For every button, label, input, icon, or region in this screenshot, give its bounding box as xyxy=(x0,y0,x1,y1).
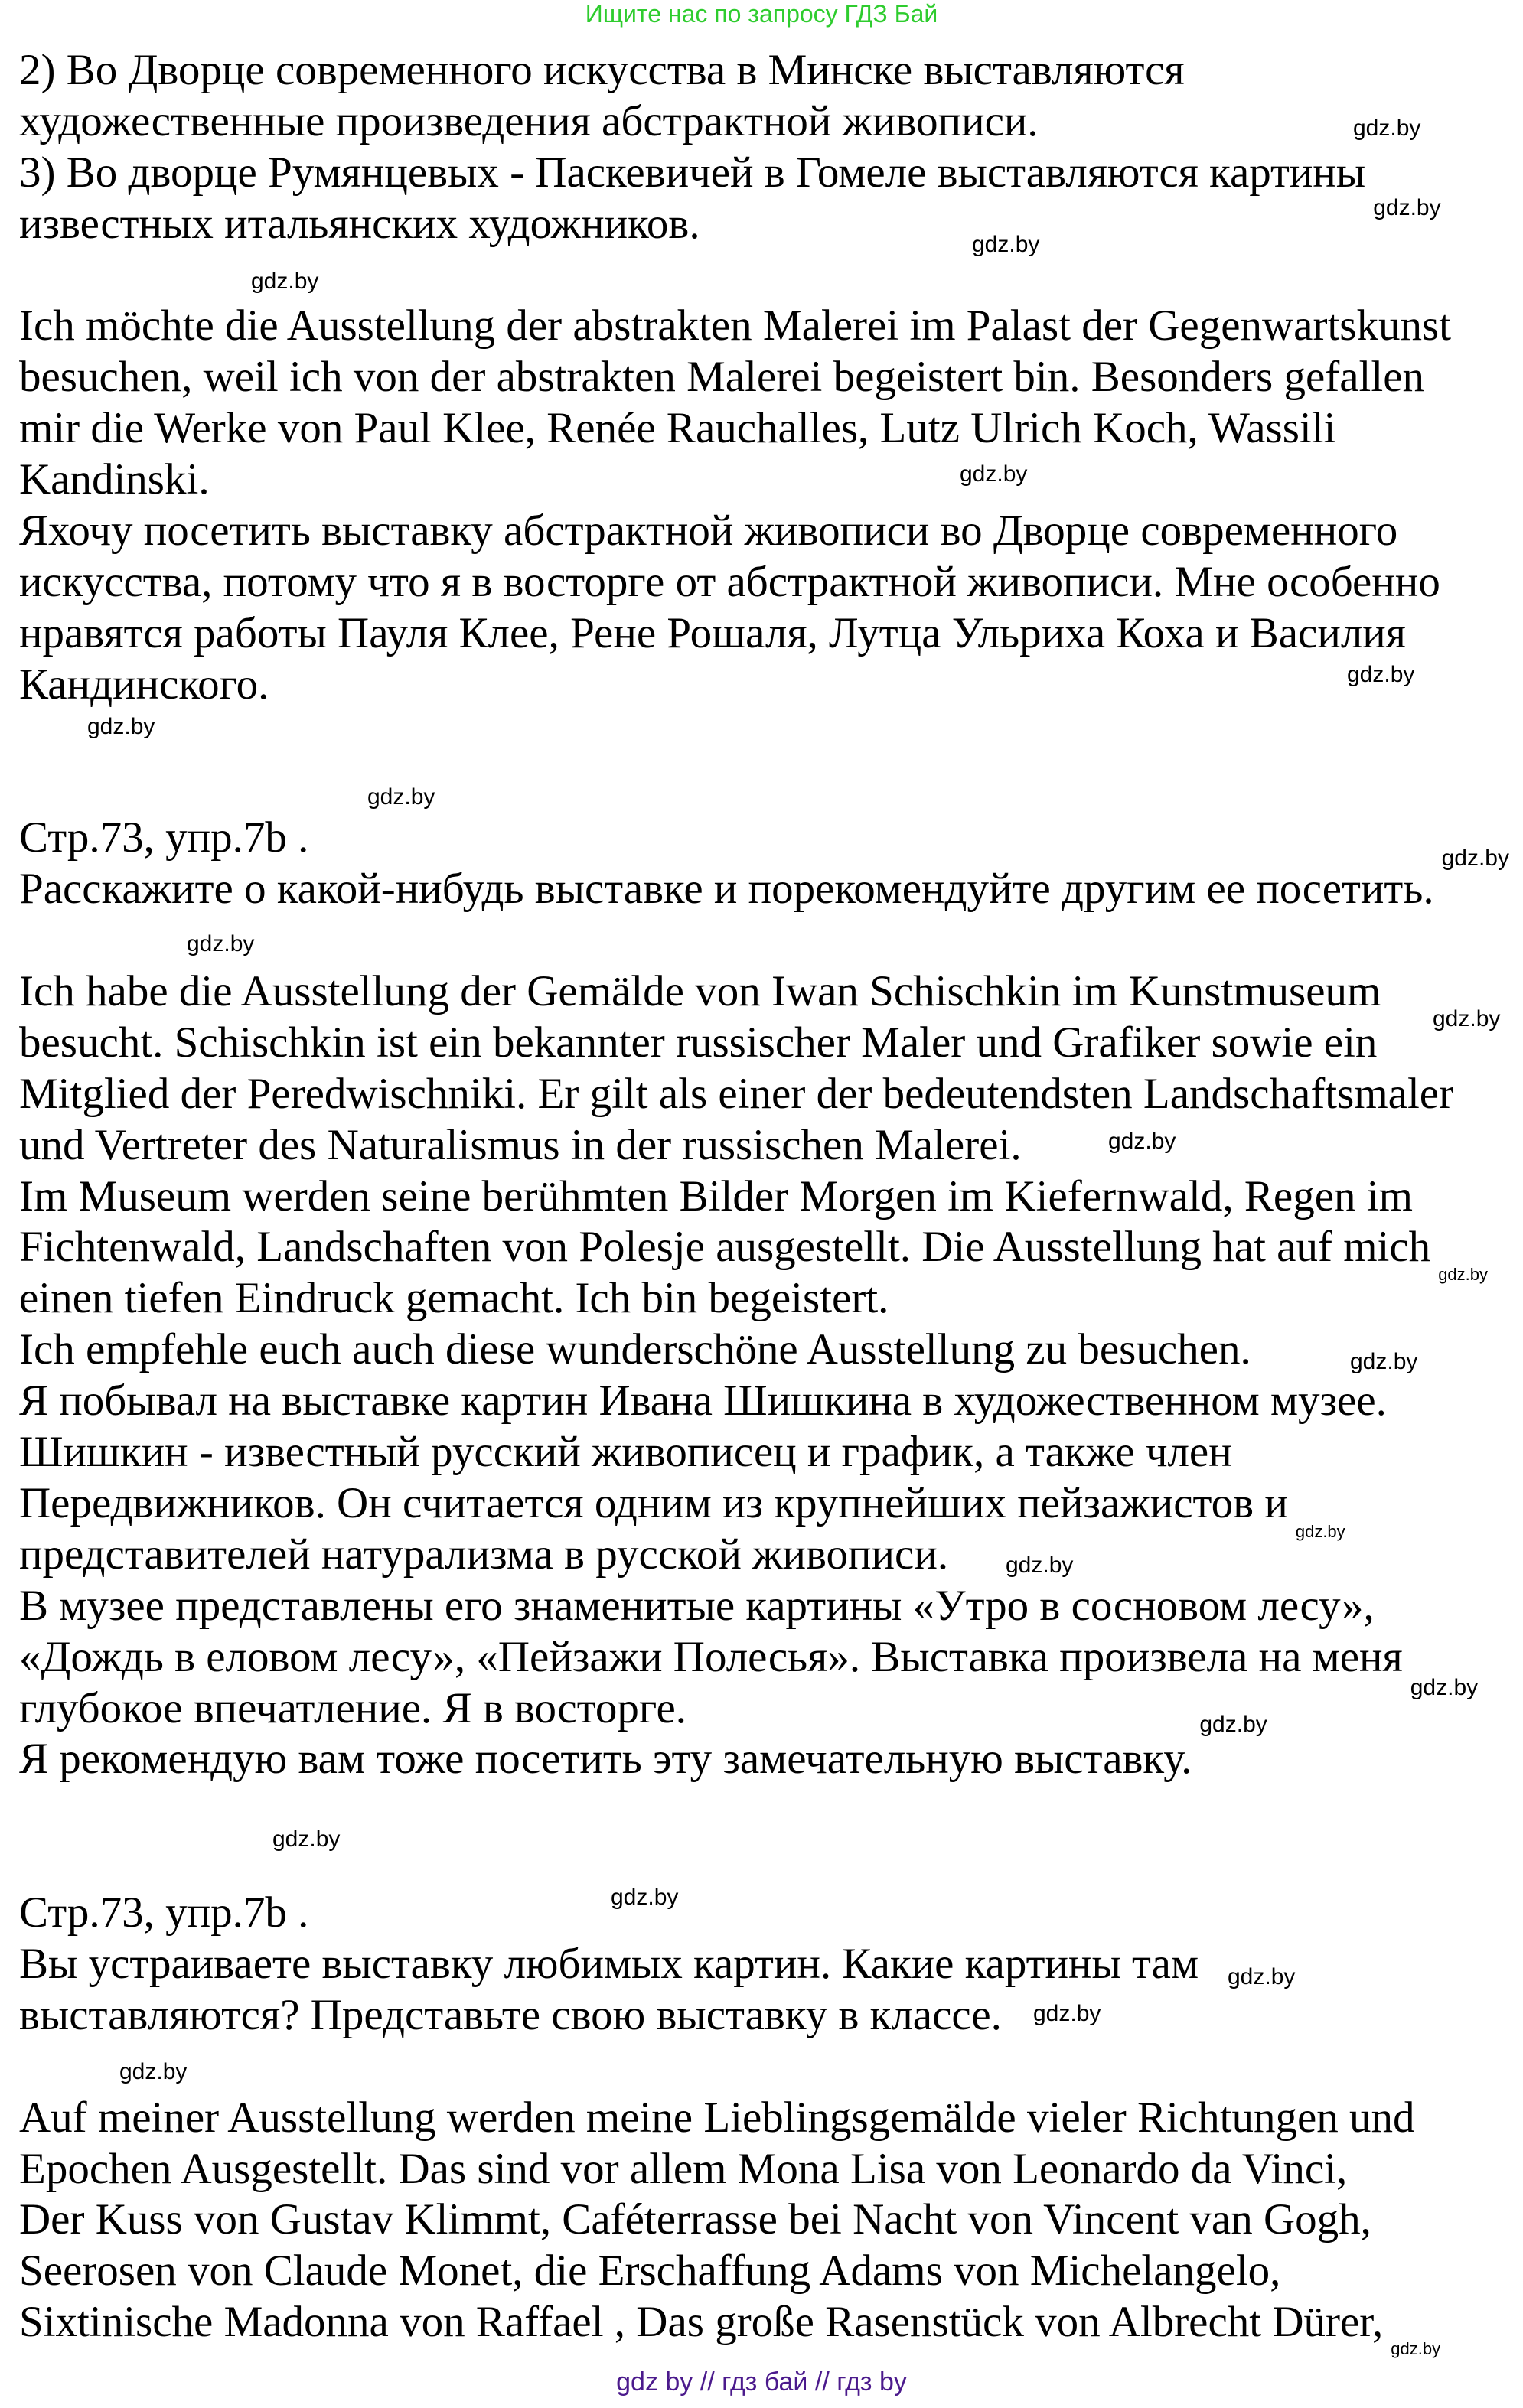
text-line-content: Вы устраиваете выставку любимых картин. Какие картины там xyxy=(19,1939,1199,1988)
text-line-content: Mitglied der Peredwischniki. Er gilt als einer der bedeutendsten Landschaftsmaler xyxy=(19,1069,1454,1118)
watermark: gdz.by xyxy=(251,269,319,294)
footer-watermark: gdz by // гдз бай // гдз by xyxy=(616,2367,907,2397)
text-line-content: глубокое впечатление. Я в восторге. xyxy=(19,1683,687,1732)
watermark: gdz.by xyxy=(272,1826,341,1852)
text-line xyxy=(19,1376,1453,1427)
document-text xyxy=(19,45,1453,2348)
watermark: gdz.by xyxy=(1033,2001,1101,2026)
text-line-content: Передвижников. Он считается одним из крупнейших пейзажистов и xyxy=(19,1478,1288,1527)
watermark: gdz.by xyxy=(611,1885,679,1910)
watermark: gdz.by xyxy=(1228,1964,1296,1989)
watermark: gdz.by xyxy=(1347,662,1415,687)
text-line xyxy=(19,1990,1453,2041)
text-line xyxy=(19,2144,1453,2195)
text-line-content: Шишкин - известный русский живописец и график, а также член xyxy=(19,1428,1232,1477)
text-line-content: Расскажите о какой-нибудь выставке и порекомендуйте другим ее посетить. xyxy=(19,865,1434,914)
text-line-content: Я побывал на выставке картин Ивана Шишкина в художественном музее. xyxy=(19,1377,1387,1426)
text-line-content: Я рекомендую вам тоже посетить эту замечательную выставку. xyxy=(19,1735,1192,1784)
watermark: gdz.by xyxy=(1410,1675,1479,1700)
blank-line xyxy=(19,2041,1453,2093)
watermark: gdz.by xyxy=(960,461,1028,487)
text-line xyxy=(19,301,1453,352)
watermark: gdz.by xyxy=(972,232,1040,257)
text-line xyxy=(19,199,1453,250)
text-line-content: besucht. Schischkin ist ein bekannter russischer Maler und Grafiker sowie ein xyxy=(19,1018,1378,1067)
text-line-content: выставляются? Представьте свою выставку в классе. xyxy=(19,1990,1002,2039)
text-line xyxy=(19,352,1453,403)
watermark: gdz.by xyxy=(1350,1349,1418,1374)
text-line xyxy=(19,966,1453,1018)
text-line-content: Im Museum werden seine berühmten Bilder Morgen im Kiefernwald, Regen im xyxy=(19,1171,1413,1220)
watermark: gdz.by xyxy=(1295,1522,1345,1541)
text-line-content: Стр.73, упр.7b . xyxy=(19,813,309,862)
text-line xyxy=(19,1222,1453,1273)
text-line xyxy=(19,1325,1453,1376)
text-line xyxy=(19,1478,1453,1530)
watermark: gdz.by xyxy=(367,784,435,810)
watermark: gdz.by xyxy=(1108,1129,1176,1154)
text-line-content: Кандинского. xyxy=(19,660,269,709)
text-line xyxy=(19,2297,1453,2348)
text-line xyxy=(19,1120,1453,1171)
watermark: gdz.by xyxy=(1391,2339,1441,2358)
watermark: gdz.by xyxy=(187,931,255,956)
text-line xyxy=(19,1530,1453,1581)
text-line-content: Ich empfehle euch auch diese wunderschöne Ausstellung zu besuchen. xyxy=(19,1325,1251,1374)
text-line-content: Стр.73, упр.7b . xyxy=(19,1888,309,1937)
text-line-content: Sixtinische Madonna von Raffael , Das große Rasenstück von Albrecht Dürer, xyxy=(19,2298,1384,2347)
text-line xyxy=(19,1171,1453,1223)
text-line xyxy=(19,813,1453,864)
text-line-content: В музее представлены его знаменитые картины «Утро в сосновом лесу», xyxy=(19,1581,1375,1630)
blank-line xyxy=(19,1836,1453,1888)
text-line xyxy=(19,1427,1453,1478)
text-line-content: Kandinski. xyxy=(19,455,210,504)
text-line xyxy=(19,403,1453,455)
text-line xyxy=(19,1581,1453,1632)
text-line-content: Fichtenwald, Landschaften von Polesje ausgestellt. Die Ausstellung hat auf mich xyxy=(19,1223,1431,1272)
text-line-content: Auf meiner Ausstellung werden meine Lieblingsgemälde vieler Richtungen und xyxy=(19,2093,1415,2142)
text-line xyxy=(19,1734,1453,1785)
watermark: gdz.by xyxy=(1199,1712,1267,1737)
blank-line xyxy=(19,761,1453,813)
text-line xyxy=(19,1018,1453,1069)
blank-line xyxy=(19,1785,1453,1836)
watermark: gdz.by xyxy=(1433,1006,1501,1031)
watermark: gdz.by xyxy=(1441,846,1509,871)
text-line xyxy=(19,2246,1453,2297)
text-line-content: «Дождь в еловом лесу», «Пейзажи Полесья». Выставка произвела на меня xyxy=(19,1632,1403,1681)
text-line-content: besuchen, weil ich von der abstrakten Malerei begeistert bin. Besonders gefallen xyxy=(19,353,1425,402)
text-line-content: нравятся работы Пауля Клее, Рене Рошаля, Лутца Ульриха Коха и Василия xyxy=(19,608,1407,657)
text-line-content: 3) Во дворце Румянцевых - Паскевичей в Гомеле выставляются картины xyxy=(19,148,1366,197)
text-line-content: известных итальянских художников. xyxy=(19,199,700,248)
text-line xyxy=(19,96,1453,148)
search-banner: Ищите нас по запросу ГДЗ Бай xyxy=(585,0,938,28)
text-line xyxy=(19,660,1453,711)
text-line-content: Der Kuss von Gustav Klimmt, Caféterrasse bei Nacht von Vincent van Gogh, xyxy=(19,2195,1371,2244)
blank-line xyxy=(19,711,1453,762)
text-line-content: Ich möchte die Ausstellung der abstrakten Malerei im Palast der Gegenwartskunst xyxy=(19,301,1451,350)
text-line xyxy=(19,557,1453,608)
text-line-content: mir die Werke von Paul Klee, Renée Rauchalles, Lutz Ulrich Koch, Wassili xyxy=(19,404,1336,453)
text-line-content: Seerosen von Claude Monet, die Erschaffung Adams von Michelangelo, xyxy=(19,2247,1281,2296)
text-line-content: искусства, потому что я в восторге от абстрактной живописи. Мне особенно xyxy=(19,557,1440,606)
watermark: gdz.by xyxy=(119,2059,188,2084)
blank-line xyxy=(19,250,1453,301)
text-line xyxy=(19,45,1453,96)
text-line xyxy=(19,1888,1453,1939)
text-line xyxy=(19,2093,1453,2144)
text-line-content: 2) Во Дворце современного искусства в Минске выставляются xyxy=(19,46,1185,94)
text-line xyxy=(19,608,1453,660)
text-line-content: und Vertreter des Naturalismus in der russischen Malerei. xyxy=(19,1120,1022,1169)
text-line-content: художественные произведения абстрактной живописи. xyxy=(19,96,1039,145)
text-line xyxy=(19,864,1453,915)
watermark: gdz.by xyxy=(1006,1553,1074,1578)
watermark: gdz.by xyxy=(1438,1265,1489,1284)
text-line xyxy=(19,1273,1453,1325)
watermark: gdz.by xyxy=(1353,116,1421,141)
text-line xyxy=(19,2195,1453,2246)
text-line-content: einen tiefen Eindruck gemacht. Ich bin begeistert. xyxy=(19,1274,889,1323)
watermark: gdz.by xyxy=(87,714,155,739)
text-line-content: Ich habe die Ausstellung der Gemälde von Iwan Schischkin im Kunstmuseum xyxy=(19,967,1381,1016)
watermark: gdz.by xyxy=(1373,195,1441,220)
text-line xyxy=(19,148,1453,199)
text-line xyxy=(19,455,1453,506)
text-line-content: представителей натурализма в русской живописи. xyxy=(19,1530,949,1579)
text-line-content: Яхочу посетить выставку абстрактной живописи во Дворце современного xyxy=(19,507,1398,556)
text-line xyxy=(19,1632,1453,1683)
text-line-content: Epochen Ausgestellt. Das sind vor allem Mona Lisa von Leonardo da Vinci, xyxy=(19,2144,1348,2193)
text-line xyxy=(19,506,1453,557)
text-line xyxy=(19,1069,1453,1120)
